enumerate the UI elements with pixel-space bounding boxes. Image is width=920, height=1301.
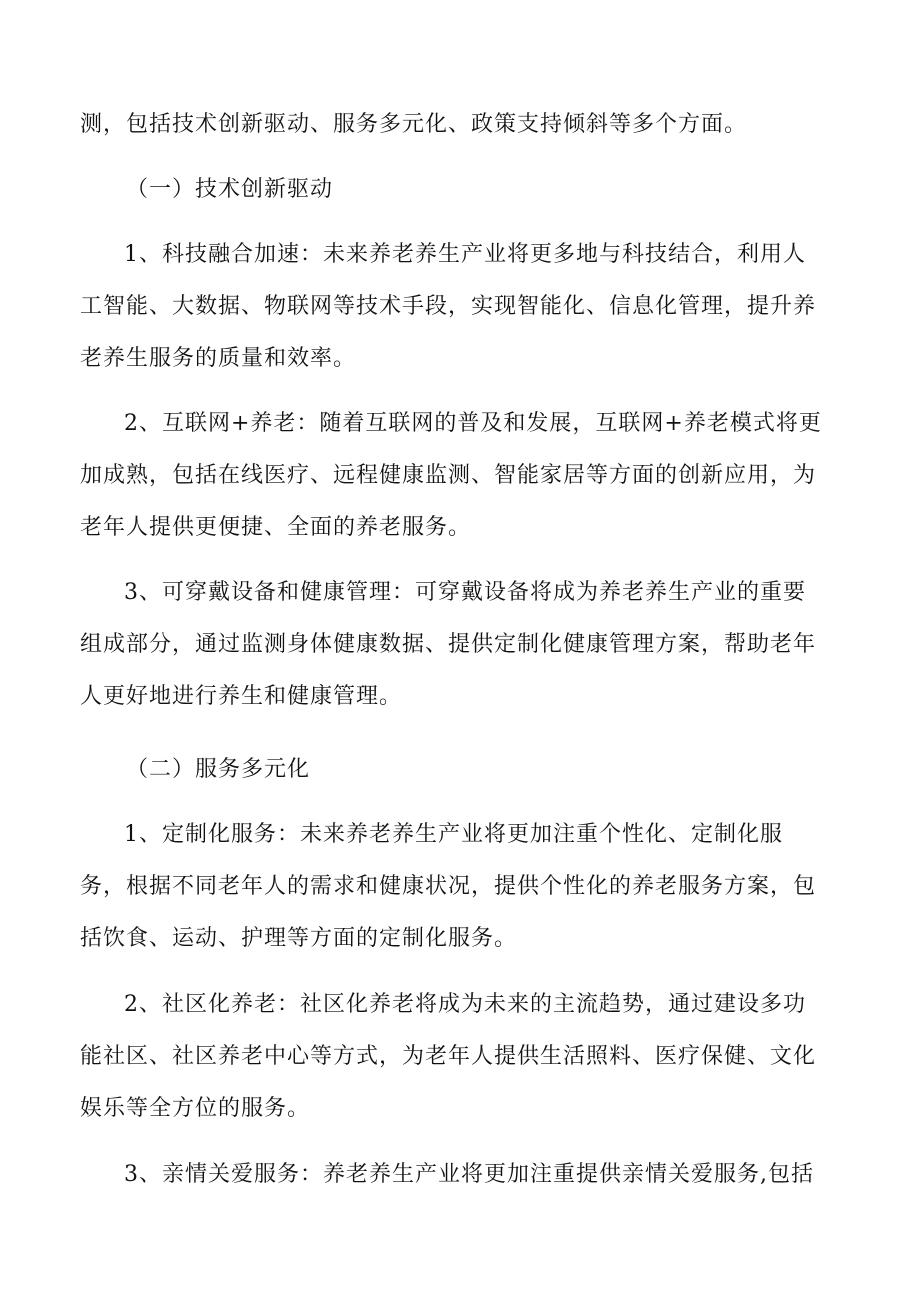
paragraph-line: 括饮食、运动、护理等方面的定制化服务。 [80, 926, 518, 951]
section-heading: （二）服务多元化 [126, 757, 311, 782]
paragraph-line: 2、社区化养老：社区化养老将成为未来的主流趋势，通过建设多功 [124, 992, 806, 1017]
paragraph-line: 3、可穿戴设备和健康管理：可穿戴设备将成为养老养生产业的重要 [124, 580, 806, 605]
paragraph-line: 老养生服务的质量和效率。 [80, 346, 357, 371]
paragraph-line: 人更好地进行养生和健康管理。 [80, 684, 403, 709]
paragraph-line: 1、科技融合加速：未来养老养生产业将更多地与科技结合，利用人 [124, 242, 806, 267]
paragraph-line: 务，根据不同老年人的需求和健康状况，提供个性化的养老服务方案，包 [80, 874, 817, 899]
paragraph-line: 加成熟，包括在线医疗、远程健康监测、智能家居等方面的创新应用，为 [80, 463, 817, 488]
paragraph-line: 测，包括技术创新驱动、服务多元化、政策支持倾斜等多个方面。 [80, 112, 748, 137]
paragraph-line: 组成部分，通过监测身体健康数据、提供定制化健康管理方案，帮助老年 [80, 632, 817, 657]
paragraph-line: 工智能、大数据、物联网等技术手段，实现智能化、信息化管理，提升养 [80, 294, 817, 319]
section-heading: （一）技术创新驱动 [126, 177, 334, 202]
paragraph-line: 1、定制化服务：未来养老养生产业将更加注重个性化、定制化服 [124, 822, 783, 847]
paragraph-line: 3、亲情关爱服务：养老养生产业将更加注重提供亲情关爱服务,包括 [124, 1162, 814, 1187]
paragraph-line: 2、互联网+养老：随着互联网的普及和发展，互联网+养老模式将更 [124, 411, 822, 436]
paragraph-line: 老年人提供更便捷、全面的养老服务。 [80, 515, 472, 540]
paragraph-line: 娱乐等全方位的服务。 [80, 1096, 311, 1121]
paragraph-line: 能社区、社区养老中心等方式，为老年人提供生活照料、医疗保健、文化 [80, 1044, 817, 1069]
